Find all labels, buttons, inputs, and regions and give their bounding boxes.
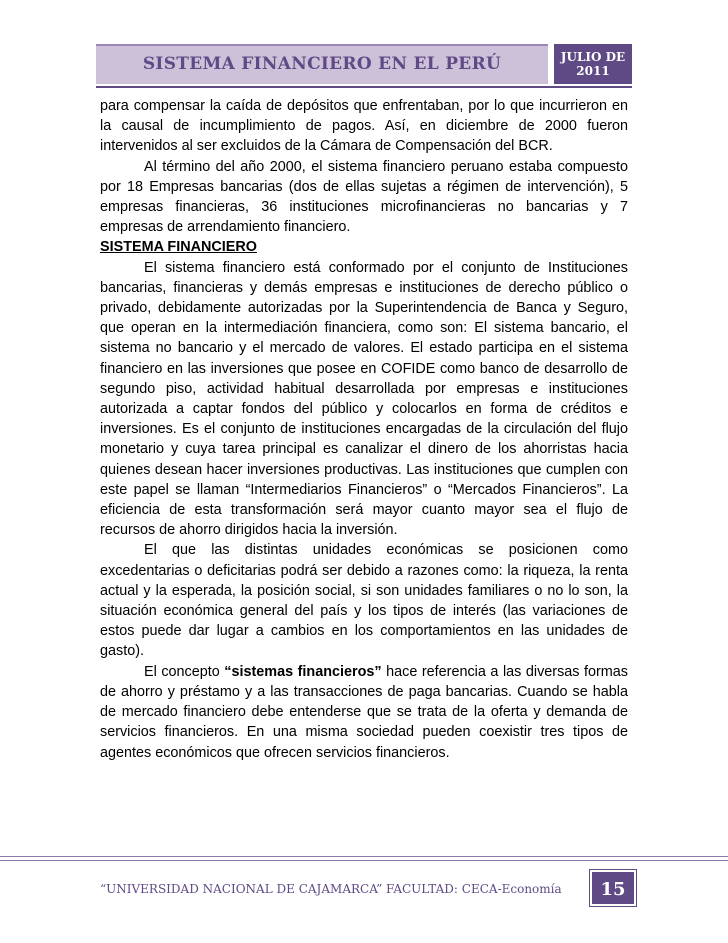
paragraph-5	[100, 662, 628, 763]
header-title-band	[96, 44, 548, 84]
header-rule	[96, 86, 632, 88]
paragraph-1: para compensar la caída de depósitos que enfrentaban, por lo que incurrieron en la causal de incumplimiento de pagos. Así, en diciembre de 2000 fueron intervenidos al ser excluidos de la Cámara de Compensación del BCR.	[100, 98, 628, 155]
footer-institution: “UNIVERSIDAD NACIONAL DE CAJAMARCA” FACULTAD: CECA-Economía	[100, 882, 562, 896]
paragraph-3: El sistema financiero está conformado por el conjunto de Instituciones bancarias, financieras y demás empresas e instituciones de derecho público o privado, debidamente autorizadas por la Superintendencia de Banca y Seguro, que operan en la intermediación financiera, como son: El sistema bancario, el sistema no bancario y el mercado de valores. El estado participa en el sistema financiero en las inversiones que posee en COFIDE como banco de desarrollo de segundo piso, actividad habitual desarrollada por empresas e instituciones autorizada a captar fondos del público y colocarlos en forma de créditos e inversiones. Es el conjunto de instituciones encargadas de la circulación del flujo monetario y cuya tarea principal es canalizar el dinero de los ahorristas hacia quienes desean hacer inversiones productivas. Las instituciones que cumplen con este papel se llaman “Intermediarios Financieros” o “Mercados Financieros”. La eficiencia de esta transformación será mayor cuanto mayor sea el flujo de recursos de ahorro dirigidos hacia la inversión.	[100, 259, 628, 539]
header-title: SISTEMA FINANCIERO EN EL PERÚ	[142, 54, 502, 74]
paragraph-5-rest: hace referencia a las diversas formas de ahorro y préstamo y a las transacciones de paga bancarias. Cuando se habla de mercado financiero debe entenderse que se trata de la oferta y demanda de servicios financieros. En una misma sociedad pueden coexistir tres tipos de agentes económicos que ofrecen servicios financieros.	[100, 663, 628, 761]
paragraph-5-intro: El concepto	[144, 663, 225, 680]
section-heading: SISTEMA FINANCIERO	[100, 239, 257, 256]
page-header	[96, 44, 632, 84]
paragraph-4: El que las distintas unidades económicas se posicionen como excedentarias o deficitarias podrá ser debido a razones como: la riqueza, la renta actual y la esperada, la posición social, si son unidades familiares o no lo son, la situación económica general del país y los tipos de interés (las variaciones de estos puede dar lugar a cambios en los comportamientos en las unidades de gasto).	[100, 542, 628, 660]
paragraph-2: Al término del año 2000, el sistema financiero peruano estaba compuesto por 18 Empresas bancarias (dos de ellas sujetas a régimen de intervención), 5 empresas financieras, 36 instituciones microfinancieras no bancarias y 7 empresas de arrendamiento financiero.	[100, 158, 628, 236]
paragraph-5-term: “sistemas financieros”	[224, 663, 382, 680]
page-number: 15	[590, 870, 636, 906]
footer-rule-top	[0, 856, 728, 857]
document-body	[100, 96, 628, 763]
header-date-box	[554, 44, 632, 84]
footer-rule-bottom	[0, 860, 728, 861]
header-date-month: JULIO DE	[560, 50, 626, 64]
header-date-year: 2011	[576, 64, 610, 78]
